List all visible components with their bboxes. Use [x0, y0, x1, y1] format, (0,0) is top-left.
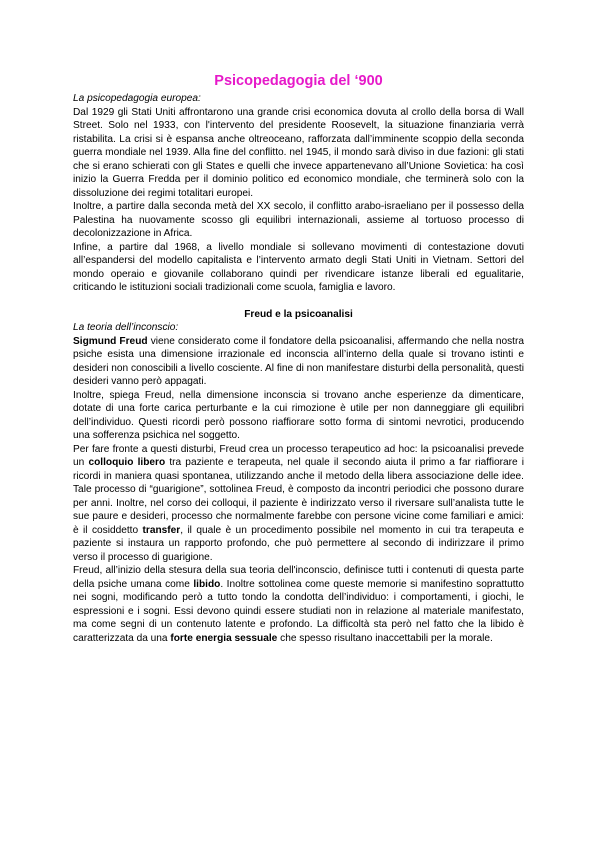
bold-term: forte energia sessuale — [170, 632, 278, 644]
subtitle-unconscious-theory: La teoria dell’inconscio: — [73, 322, 179, 333]
paragraph-text: Per fare fronte a questi disturbi, Freud crea un processo terapeutico ad hoc: la psicoanalisi prevede un — [73, 443, 524, 468]
section-heading-freud: Freud e la psicoanalisi — [244, 308, 353, 320]
paragraph — [73, 443, 524, 565]
paragraph — [73, 335, 524, 389]
paragraph: Inoltre, a partire dalla seconda metà del XX secolo, il conflitto arabo-israeliano per il possesso della Palestina ha nuovamente scosso gli equilibri internazionali, assieme al tortuoso processo di decolonizzazione in Africa. — [73, 201, 524, 239]
subtitle-european-psychopedagogy: La psicopedagogia europea: — [73, 93, 201, 104]
paragraph: Infine, a partire dal 1968, a livello mondiale si sollevano movimenti di contestazione dovuti all’espandersi del modello capitalista e l’intervento armato degli Stati Uniti in Vietnam. Settori del mondo operaio e giovanile collaborano quindi per rivendicare istanze liberali ed egualitarie, criticando le istituzioni sociali tradizionali come scuola, famiglia e lavoro. — [73, 241, 524, 293]
bold-term: colloquio libero — [88, 457, 166, 468]
paragraph: Inoltre, spiega Freud, nella dimensione inconscia si trovano anche esperienze da dimenticare, dotate di una forte carica perturbante e la cui rimozione è utile per non danneggiare gli equilibri dell’individuo. Questi ricordi però possono riaffiorare sotto forma di sintomi nevrotici, producendo una sofferenza psichica nel soggetto. — [73, 389, 524, 441]
paragraph-text: tra paziente e terapeuta, nel quale il secondo aiuta il primo a far riaffiorare i ricordi in maniera quasi spontanea, utilizzando anche il metodo della libera associazione delle idee. Tale processo di “guarigione”, sottolinea Freud, è composto da incontri periodici che possono durare per anni. Inoltre, nel corso dei colloqui, il paziente è indirizzato verso il riversare sull’analista tutte le sue paure e desideri, processo che normalmente farebbe con persone vicine come familiari e amici: è il cosiddetto — [73, 457, 525, 536]
bold-term: Sigmund Freud — [73, 335, 148, 347]
paragraph: Dal 1929 gli Stati Uniti affrontarono una grande crisi economica dovuta al crollo della borsa di Wall Street. Solo nel 1933, con l'intervento del presidente Roosevelt, la situazione finanziaria verrà ristabilita. La crisi si è espansa anche oltreoceano, rafforzata dall’imminente scoppio della seconda guerra mondiale nel 1939. Alla fine del conflitto. nel 1945, il mondo sarà diviso in due fazioni: gli stati che si erano schierati con gli States e quelli che invece appartenevano all’Unione Sovietica: ha così inizio la Guerra Fredda per il dominio politico ed economico mondiale, che terminerà solo con la dissoluzione dei regimi totalitari europei. — [73, 106, 524, 199]
paragraph — [73, 564, 524, 645]
paragraph-text: viene considerato come il fondatore della psicoanalisi, affermando che nella nostra psiche esista una dimensione irrazionale ed inconscia all’interno della quale si trovano istinti e desideri non conoscibili a livello cosciente. Al fine di non manifestare disturbi della personalità, questi desideri vanno però appagati. — [73, 335, 524, 387]
paragraph-text: che spesso risultano inaccettabili per la morale. — [277, 632, 493, 644]
document-body — [73, 73, 524, 645]
paragraph-text: Freud, all’inizio della stesura della sua teoria dell'inconscio, definisce tutti i contenuti di questa parte della psiche umana come — [73, 565, 524, 590]
paragraph-text: . Inoltre sottolinea come queste memorie si manifestino soprattutto nei sogni, modificando però a tutto tondo la condotta dell’individuo: i comportamenti, i giochi, le espressioni e i sogni. Essi devono quindi essere studiati non in relazione al materiale manifestato, ma come segni di un contenuto latente e profondo. La difficoltà sta però nel fatto che la libido è caratterizzata da una — [73, 578, 524, 644]
bold-term: libido — [193, 578, 221, 590]
bold-term: transfer — [142, 524, 181, 536]
page-title: Psicopedagogia del ‘900 — [214, 73, 383, 89]
paragraph-text: , il quale è un procedimento possibile nel momento in cui tra terapeuta e paziente si instaura un rapporto profondo, che può permettere al secondo di indirizzare il primo verso il processo di guarigione. — [73, 524, 524, 563]
